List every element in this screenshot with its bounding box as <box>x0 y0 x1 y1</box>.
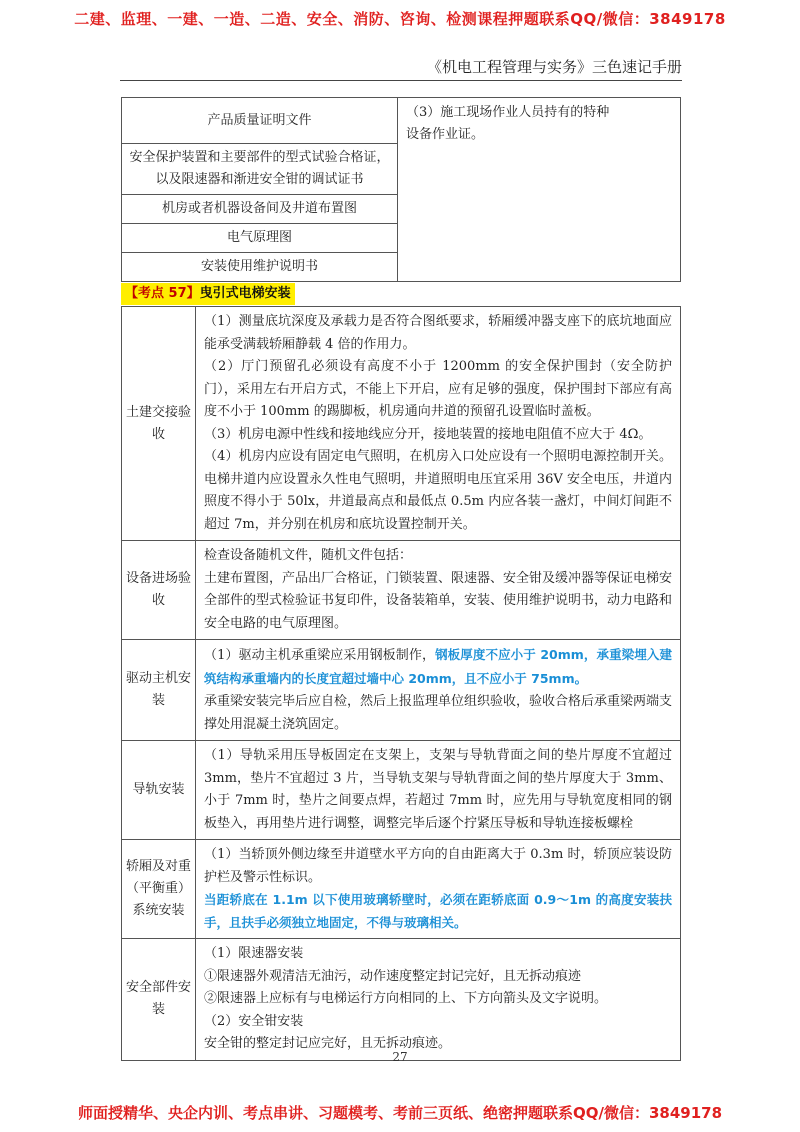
bottom-promo-banner: 师面授精华、央企内训、考点串讲、习题模考、考前三页纸、绝密押题联系QQ/微信：3849178 <box>77 1104 723 1122</box>
paragraph: （1）限速器安装 <box>204 946 304 961</box>
doc-cell: 产品质量证明文件 <box>122 98 398 144</box>
paragraph: （1）导轨采用压导板固定在支架上，支架与导轨背面之间的垫片厚度不宜超过 3mm，垫片不宜超过 3 片，当导轨支架与导轨背面之间的垫片厚度大于 3mm、小于 7mm 时，垫片之间要点焊，若超过 7mm 时，应先用与导轨宽度相同的钢板垫入，再用垫片进行调整，调整完毕后逐个拧紧压导板和导轨连接板螺栓 <box>204 748 672 831</box>
section-drive <box>122 640 681 741</box>
highlight-text: 当距轿底在 1.1m 以下使用玻璃轿壁时，必须在距轿底面 0.9～1m 的高度安装扶手，且扶手必须独立地固定，不得与玻璃相关。 <box>204 892 672 930</box>
book-title: 《机电工程管理与实务》三色速记手册 <box>426 58 682 76</box>
page-number: 27 <box>392 1050 408 1064</box>
section-civil <box>122 307 681 541</box>
paragraph: 承重梁安装完毕后应自检，然后上报监理单位组织验收，验收合格后承重梁两端支撑处用混凝土浇筑固定。 <box>204 694 673 732</box>
key-point-label: 【考点 57】 <box>125 286 200 301</box>
section-label: 土建交接验收 <box>122 307 196 541</box>
section-rail <box>122 741 681 840</box>
key-point-title: 曳引式电梯安装 <box>199 286 291 301</box>
paragraph: （2）安全钳安装 <box>204 1013 304 1029</box>
doc-cell: 安全保护装置和主要部件的型式试验合格证，以及限速器和渐进安全钳的调试证书 <box>122 144 398 195</box>
section-label: 轿厢及对重（平衡重）系统安装 <box>122 840 196 939</box>
section-safety <box>122 939 681 1061</box>
header-divider <box>120 80 682 81</box>
paragraph: 土建布置图，产品出厂合格证，门锁装置、限速器、安全钳及缓冲器等保证电梯安全部件的型式检验证书复印件，设备装箱单，安装、使用维护说明书，动力电路和安全电路的电气原理图。 <box>204 570 673 631</box>
section-body <box>196 541 681 640</box>
doc-right-line: 设备作业证。 <box>406 127 485 142</box>
section-label: 设备进场验收 <box>122 541 196 640</box>
paragraph: 检查设备随机文件，随机文件包括： <box>204 548 413 563</box>
section-body <box>196 939 681 1061</box>
top-promo-banner: 二建、监理、一建、一造、二造、安全、消防、咨询、检测课程押题联系QQ/微信：3849178 <box>74 10 726 28</box>
section-label: 导轨安装 <box>122 741 196 840</box>
section-body <box>196 307 681 541</box>
section-body <box>196 840 681 939</box>
section-body <box>196 741 681 840</box>
section-entry <box>122 541 681 640</box>
paragraph: （1）当轿顶外侧边缘至井道壁水平方向的自由距离大于 0.3m 时，轿顶应装设防护栏及警示性标识。 <box>204 847 672 885</box>
paragraph: （2）厅门预留孔必须设有高度不小于 1200mm 的安全保护围封（安全防护门），采用左右开启方式，不能上下开启，应有足够的强度，保护围封下部应有高度不小于 100mm 的踢脚板，机房通向井道的预留孔设置临时盖板。 <box>204 359 672 419</box>
doc-cell: 安装使用维护说明书 <box>122 253 398 282</box>
doc-cell: 电气原理图 <box>122 224 398 253</box>
doc-right-line: （3）施工现场作业人员持有的特种 <box>406 105 610 120</box>
highlight-text: 钢板厚度不应小于 20mm，承重梁埋入建筑结构承重墙内的长度宜超过墙中心 20mm，且不应小于 75mm。 <box>204 647 672 686</box>
text-run: （1）驱动主机承重梁应采用钢板制作， <box>204 648 436 663</box>
doc-cell: 机房或者机器设备间及井道布置图 <box>122 195 398 224</box>
paragraph: 安全钳的整定封记应完好，且无拆动痕迹。 <box>204 1036 452 1051</box>
doc-right-cell <box>398 98 681 282</box>
key-point-heading <box>121 282 681 306</box>
key-point-badge <box>121 283 295 305</box>
paragraph: ①限速器外观清洁无油污，动作速度整定封记完好，且无拆动痕迹 <box>204 968 582 984</box>
paragraph: ②限速器上应标有与电梯运行方向相同的上、下方向箭头及文字说明。 <box>204 991 608 1006</box>
paragraph: （4）机房内应设有固定电气照明，在机房入口处应设有一个照明电源控制开关。电梯井道内应设置永久性电气照明，井道照明电压宜采用 36V 安全电压，井道内照度不得小于 50lx，井道最高点和最低点 0.5m 内应各装一盏灯，中间灯间距不超过 7m，并分别在机房和底坑设置控制开关。 <box>204 449 672 532</box>
paragraph: （1）测量底坑深度及承载力是否符合图纸要求，轿厢缓冲器支座下的底坑地面应能承受满载轿厢静载 4 倍的作用力。 <box>204 314 672 352</box>
documents-table <box>121 97 681 282</box>
installation-table <box>121 306 681 1061</box>
section-body <box>196 640 681 741</box>
paragraph: （3）机房电源中性线和接地线应分开，接地装置的接地电阻值不应大于 4Ω。 <box>204 426 652 442</box>
section-label: 安全部件安装 <box>122 939 196 1061</box>
section-car <box>122 840 681 939</box>
page-content <box>121 97 681 1061</box>
section-label: 驱动主机安装 <box>122 640 196 741</box>
paragraph <box>204 644 672 691</box>
